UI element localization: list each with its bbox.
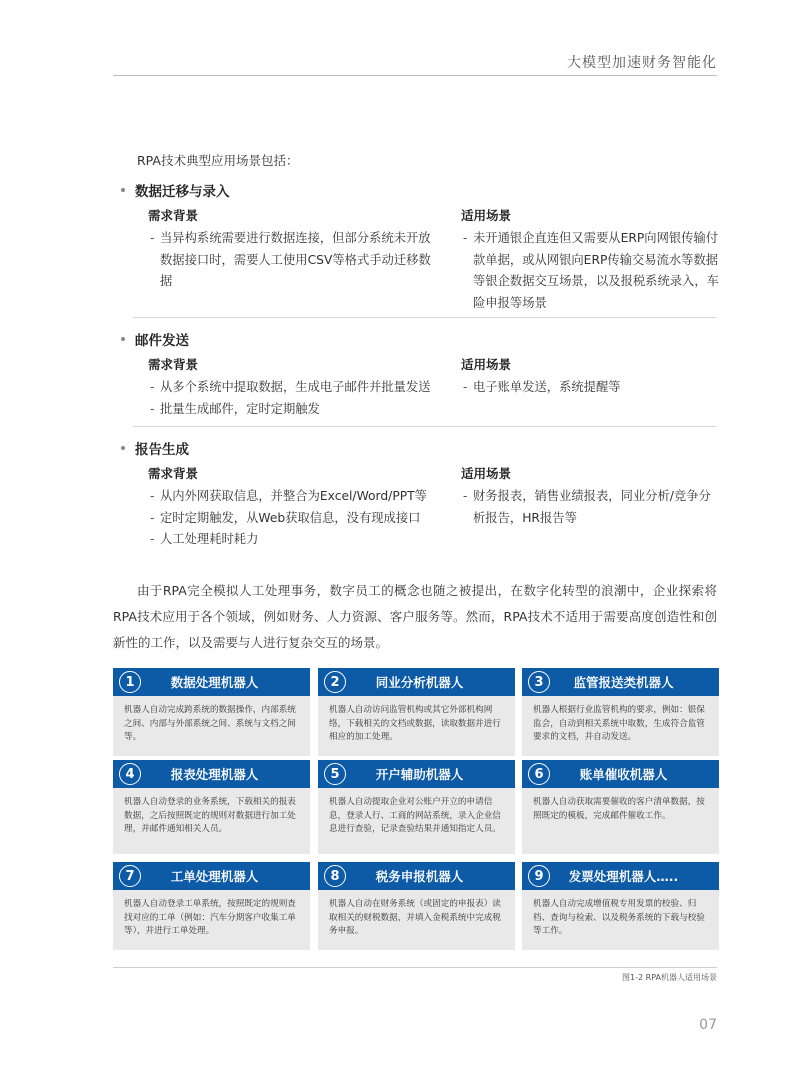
need-item: - 定时定期触发，从Web获取信息，没有现成接口 <box>148 508 458 530</box>
card-title: 数据处理机器人 <box>170 675 259 690</box>
robot-card <box>522 760 719 854</box>
scene-heading: 适用场景 <box>461 466 512 481</box>
need-column <box>148 206 438 293</box>
card-title: 工单处理机器人 <box>170 869 259 884</box>
scenario-data-migration <box>113 180 717 320</box>
card-number: 7 <box>119 865 141 887</box>
divider <box>133 426 717 427</box>
body-paragraph: 由于RPA完全模拟人工处理事务，数字员工的概念也随之被提出，在数字化转型的浪潮中，企业探索将RPA技术应用于各个领域，例如财务、人力资源、客户服务等。然而，RPA技术不适用于需要高度创造性和创新性的工作，以及需要与人进行复杂交互的场景。 <box>113 583 717 650</box>
scenario-email <box>113 329 717 429</box>
need-item: - 从多个系统中提取数据，生成电子邮件并批量发送 <box>148 377 448 399</box>
robot-card <box>522 668 719 756</box>
card-title: 报表处理机器人 <box>170 767 259 782</box>
bullet-dot <box>121 337 125 341</box>
robot-card <box>113 862 310 950</box>
card-description: 机器人自动获取需要催收的客户清单数据，按照既定的模板，完成邮件催收工作。 <box>522 788 719 854</box>
card-header <box>522 668 719 696</box>
scene-heading: 适用场景 <box>461 208 512 223</box>
card-description: 机器人自动在财务系统（或固定的申报表）读取相关的财税数据，并填入金税系统中完成税务申报。 <box>318 890 515 950</box>
card-number: 2 <box>324 671 346 693</box>
header-title: 大模型加速财务智能化 <box>567 55 717 71</box>
scene-item: - 未开通银企直连但又需要从ERP向网银传输付款单据，或从网银向ERP传输交易流水等数据等银企数据交互场景，以及报税系统录入，车险申报等场景 <box>461 228 721 314</box>
need-item: - 人工处理耗时耗力 <box>148 529 458 551</box>
card-description: 机器人自动完成跨系统的数据操作，内部系统之间、内部与外部系统之间、系统与文档之间等。 <box>113 696 310 756</box>
scene-column <box>461 355 721 399</box>
card-header <box>113 862 310 890</box>
scenario-title-text: 报告生成 <box>135 442 189 458</box>
card-description: 机器人自动完成增值税专用发票的校验、归档、查询与检索、以及税务系统的下载与校验等工作。 <box>522 890 719 950</box>
bullet-dot <box>121 446 125 450</box>
card-header <box>318 668 515 696</box>
card-number: 5 <box>324 763 346 785</box>
card-number: 4 <box>119 763 141 785</box>
header-rule <box>113 75 717 76</box>
need-item: - 当异构系统需要进行数据连接，但部分系统未开放数据接口时，需要人工使用CSV等格式手动迁移数据 <box>148 228 438 293</box>
card-title: 税务申报机器人 <box>375 869 464 884</box>
intro-text: RPA技术典型应用场景包括： <box>137 153 299 168</box>
scene-column <box>461 206 721 314</box>
card-title: 同业分析机器人 <box>375 675 464 690</box>
scenario-title <box>121 329 189 349</box>
scenario-title <box>121 180 230 200</box>
card-header <box>113 760 310 788</box>
card-number: 9 <box>528 865 550 887</box>
scene-item: - 电子账单发送，系统提醒等 <box>461 377 721 399</box>
card-header <box>318 760 515 788</box>
robot-card <box>318 862 515 950</box>
figure-caption: 图1-2 RPA机器人适用场景 <box>622 973 717 982</box>
robot-card <box>318 668 515 756</box>
card-header <box>522 760 719 788</box>
robot-card <box>113 760 310 854</box>
need-heading: 需求背景 <box>148 466 199 481</box>
card-title: 开户辅助机器人 <box>375 767 464 782</box>
card-title: 监管报送类机器人 <box>573 675 674 690</box>
robot-card <box>522 862 719 950</box>
scenario-title-text: 数据迁移与录入 <box>135 184 230 200</box>
card-title: 发票处理机器人….. <box>568 869 679 884</box>
bullet-dot <box>121 188 125 192</box>
card-number: 3 <box>528 671 550 693</box>
scenario-report <box>113 438 717 558</box>
scenario-title-text: 邮件发送 <box>135 333 189 349</box>
need-column <box>148 464 458 551</box>
card-number: 1 <box>119 671 141 693</box>
scene-column <box>461 464 721 529</box>
card-number: 8 <box>324 865 346 887</box>
caption-rule <box>113 967 717 968</box>
divider <box>133 317 717 318</box>
card-description: 机器人自动登录工单系统，按照既定的规则查找对应的工单（例如：汽车分期客户收集工单等），并进行工单处理。 <box>113 890 310 950</box>
card-description: 机器人根据行业监管机构的要求，例如：银保监会，自动到相关系统中取数，生成符合监管要求的文档，并自动发送。 <box>522 696 719 756</box>
robot-card <box>318 760 515 854</box>
card-description: 机器人自动访问监管机构或其它外部机构网络，下载相关的文档或数据，读取数据并进行相应的加工处理。 <box>318 696 515 756</box>
card-description: 机器人自动提取企业对公账户开立的申请信息，登录人行、工商的网站系统，录入企业信息进行查验，记录查验结果并通知指定人员。 <box>318 788 515 854</box>
need-heading: 需求背景 <box>148 208 199 223</box>
card-header <box>113 668 310 696</box>
card-description: 机器人自动登录的业务系统，下载相关的报表数据，之后按照既定的规则对数据进行加工处理，并邮件通知相关人员。 <box>113 788 310 854</box>
page-number: 07 <box>699 1017 717 1033</box>
scene-item: - 财务报表，销售业绩报表，同业分析/竞争分析报告，HR报告等 <box>461 486 721 529</box>
card-header <box>318 862 515 890</box>
need-heading: 需求背景 <box>148 357 199 372</box>
card-number: 6 <box>528 763 550 785</box>
card-title: 账单催收机器人 <box>579 767 668 782</box>
scenario-title <box>121 438 189 458</box>
need-item: - 从内外网获取信息，并整合为Excel/Word/PPT等 <box>148 486 458 508</box>
card-header <box>522 862 719 890</box>
scene-heading: 适用场景 <box>461 357 512 372</box>
need-item: - 批量生成邮件，定时定期触发 <box>148 399 448 421</box>
need-column <box>148 355 448 420</box>
robot-card <box>113 668 310 756</box>
